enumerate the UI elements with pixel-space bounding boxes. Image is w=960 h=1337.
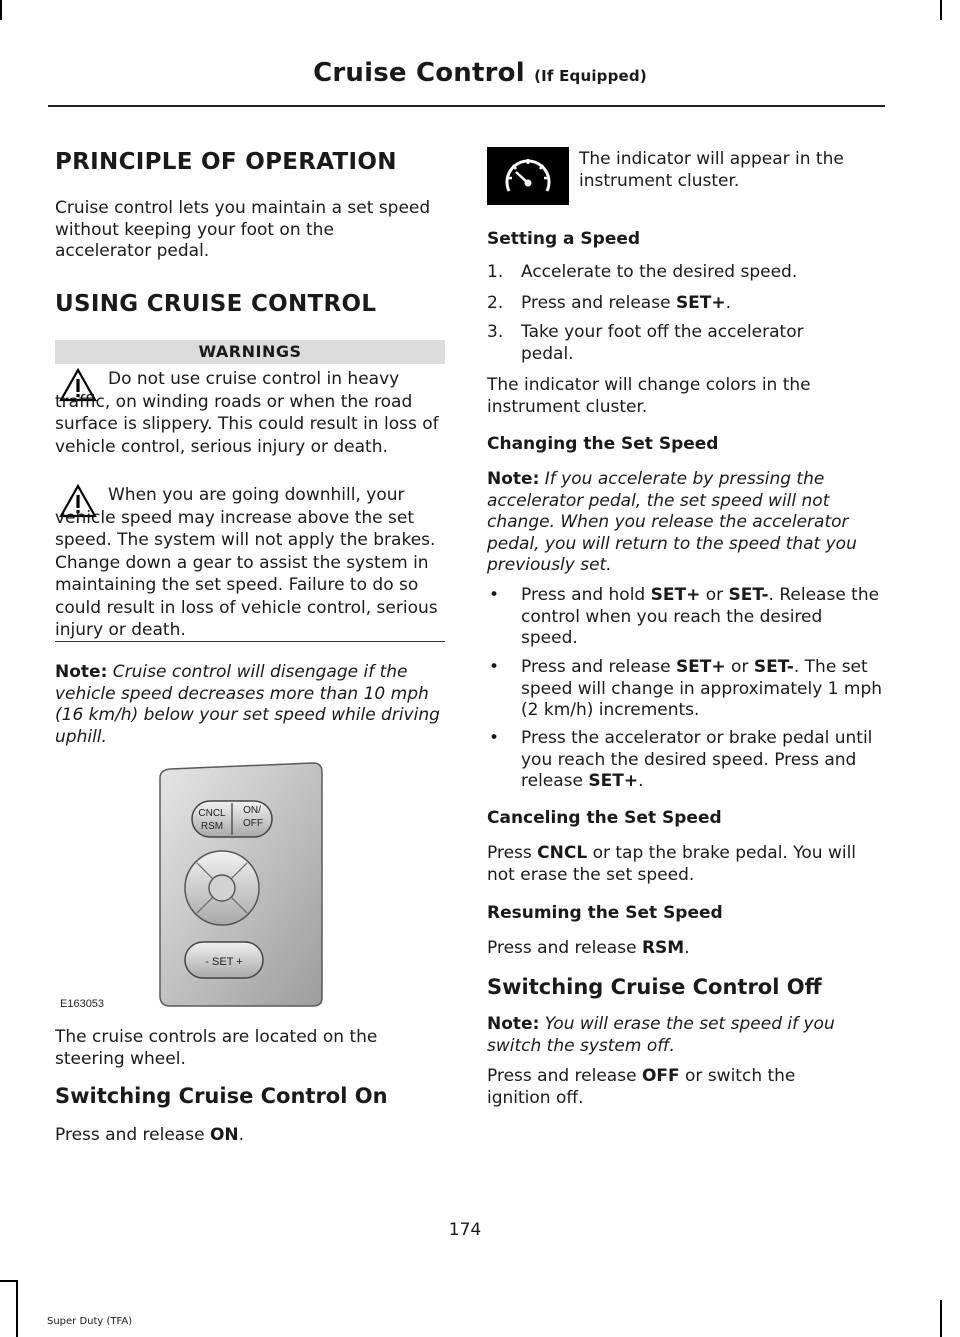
step-text: Accelerate to the desired speed. <box>521 262 798 282</box>
bullet: • <box>489 728 500 748</box>
note-switch-off: Note: You will erase the set speed if you switch the system off. <box>487 1014 835 1056</box>
heading-resuming-set-speed: Resuming the Set Speed <box>487 903 723 923</box>
footer-crop-mark <box>940 1300 942 1337</box>
step-text: Take your foot off the accelerator pedal. <box>521 322 804 364</box>
figure-code: E163053 <box>60 998 105 1010</box>
heading-switching-off: Switching Cruise Control Off <box>487 975 822 999</box>
heading-setting-a-speed: Setting a Speed <box>487 229 641 249</box>
cruise-control-switch-illustration <box>55 758 330 1013</box>
note-label: Note: <box>55 662 108 682</box>
bullet: • <box>489 657 500 677</box>
header-divider <box>48 105 885 107</box>
footer-model: Super Duty (TFA) <box>47 1316 133 1327</box>
bullet-text: Press and hold SET+ or SET-. Release the control when you reach the desired speed. <box>521 585 880 648</box>
bullet: • <box>489 585 500 605</box>
warning-1-text: Do not use cruise control in heavy traffic, on winding roads or when the road surface is slippery. This could result in loss of vehicle control, serious injury or death. <box>55 369 439 457</box>
bullet-text: Press the accelerator or brake pedal until you reach the desired speed. Press and release SET+. <box>521 728 873 791</box>
warning-2-text: When you are going downhill, your vehicle speed may increase above the set speed. The system will not apply the brakes. Change down a gear to assist the system in maintaining the set speed. Failure to do so could result in loss of vehicle control, serious injury or death. <box>55 485 438 640</box>
indicator-change-text: The indicator will change colors in the instrument cluster. <box>487 375 811 417</box>
bullet-text: Press and release SET+ or SET-. The set speed will change in approximately 1 mph (2 km/h) increments. <box>521 657 883 720</box>
step-text: Press and release SET+. <box>521 293 732 313</box>
warnings-divider <box>55 641 445 642</box>
page-header-subtitle: (If Equipped) <box>534 67 647 85</box>
cruise-indicator-icon <box>487 147 569 205</box>
principle-text: Cruise control lets you maintain a set speed without keeping your foot on the accelerator pedal. <box>55 198 431 261</box>
switch-off-text: Press and release OFF or switch the ignition off. <box>487 1066 796 1108</box>
note-changing: Note: If you accelerate by pressing the accelerator pedal, the set speed will not change. When you release the accelerator pedal, you will return to the speed that you previously set. <box>487 469 857 575</box>
on-label: ON/ <box>243 805 261 816</box>
heading-canceling-set-speed: Canceling the Set Speed <box>487 808 722 828</box>
crop-mark <box>0 0 2 20</box>
page-number: 174 <box>448 1220 482 1240</box>
resume-text: Press and release RSM. <box>487 938 690 958</box>
heading-switching-on: Switching Cruise Control On <box>55 1084 388 1108</box>
step-number: 1. <box>487 262 504 282</box>
off-label: OFF <box>243 818 263 829</box>
switch-on-text: Press and release ON. <box>55 1125 245 1145</box>
indicator-appear-text: The indicator will appear in the instrument cluster. <box>579 149 844 191</box>
step-number: 2. <box>487 293 504 313</box>
crop-mark <box>0 0 2 2</box>
page-header-title: Cruise Control (If Equipped) <box>313 58 647 88</box>
controls-location-text: The cruise controls are located on the steering wheel. <box>55 1027 378 1069</box>
heading-changing-set-speed: Changing the Set Speed <box>487 434 719 454</box>
note-text: Cruise control will disengage if the vehicle speed decreases more than 10 mph (16 km/h) below your set speed while driving uphill. <box>55 662 440 747</box>
warnings-title: WARNINGS <box>55 340 445 364</box>
rsm-label: RSM <box>200 821 224 832</box>
set-label: - SET + <box>205 956 243 968</box>
note-disengage <box>55 662 447 748</box>
cncl-label: CNCL <box>198 808 226 819</box>
crop-mark <box>940 0 942 20</box>
cancel-text: Press CNCL or tap the brake pedal. You will not erase the set speed. <box>487 843 857 885</box>
heading-using-cruise-control: USING CRUISE CONTROL <box>55 291 377 317</box>
step-number: 3. <box>487 322 504 342</box>
heading-principle-of-operation: PRINCIPLE OF OPERATION <box>55 149 397 175</box>
footer-crop-mark <box>16 1280 18 1337</box>
